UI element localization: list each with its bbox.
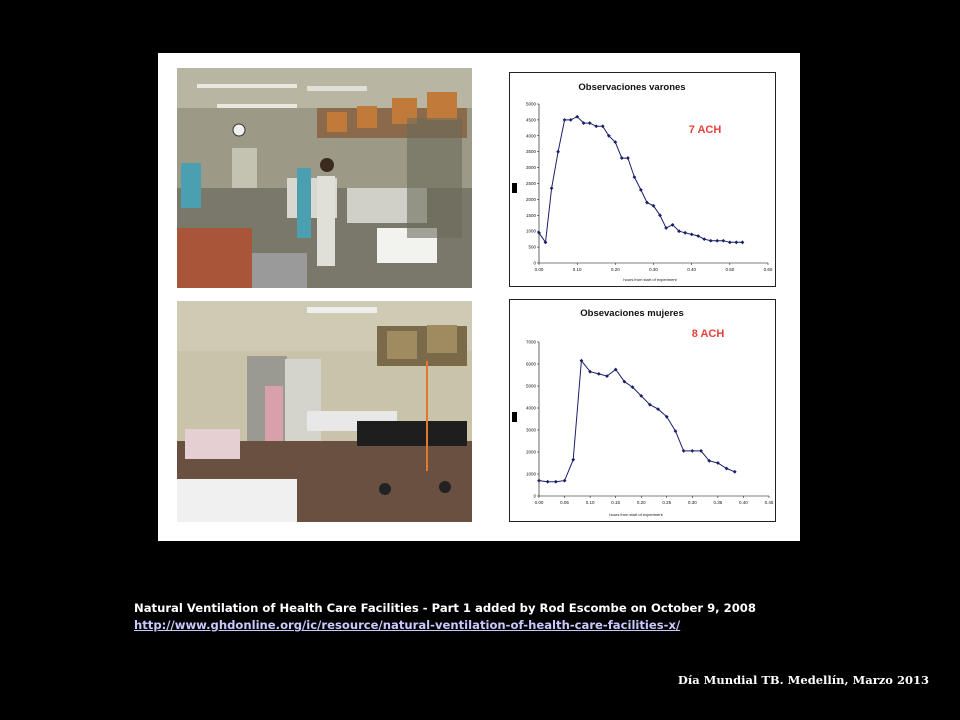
data-point bbox=[554, 480, 558, 484]
y-tick-label: 7000 bbox=[525, 339, 536, 345]
y-tick-label: 2000 bbox=[525, 196, 536, 202]
data-point bbox=[633, 175, 637, 179]
y-tick-label: 0 bbox=[533, 260, 536, 266]
data-point bbox=[721, 239, 725, 243]
x-tick-label: 0.40 bbox=[687, 267, 697, 272]
y-tick-label: 1000 bbox=[525, 228, 536, 234]
data-point bbox=[556, 150, 560, 154]
data-point bbox=[626, 156, 630, 160]
data-point bbox=[664, 226, 668, 230]
y-tick-label: 0 bbox=[533, 493, 536, 499]
x-tick-label: 0.30 bbox=[687, 500, 697, 505]
y-tick-label: 1000 bbox=[525, 471, 536, 477]
x-tick-label: 0.40 bbox=[739, 500, 748, 505]
data-point bbox=[537, 479, 541, 483]
data-point bbox=[563, 479, 567, 483]
y-tick-label: 3000 bbox=[525, 165, 536, 171]
data-point bbox=[728, 240, 732, 244]
y-tick-label: 4500 bbox=[525, 117, 536, 123]
x-tick-label: 0.10 bbox=[572, 267, 582, 272]
x-tick-label: 0.50 bbox=[725, 267, 735, 272]
data-point bbox=[594, 124, 598, 128]
hospital-ward-photo-2 bbox=[177, 301, 472, 522]
chart-women-svg bbox=[510, 300, 775, 521]
data-point bbox=[563, 118, 567, 122]
ach-annotation: 7 ACH bbox=[688, 124, 722, 136]
data-point bbox=[715, 239, 719, 243]
resource-link[interactable]: http://www.ghdonline.org/ic/resource/natural-ventilation-of-health-care-facilities-x/ bbox=[134, 618, 681, 632]
data-point bbox=[645, 201, 649, 205]
axis-marker bbox=[512, 412, 517, 422]
x-tick-label: 0.00 bbox=[534, 500, 544, 505]
x-tick-label: 0.20 bbox=[610, 267, 620, 272]
data-point bbox=[682, 449, 686, 453]
data-point bbox=[702, 237, 706, 241]
y-tick-label: 5000 bbox=[525, 101, 536, 107]
y-tick-label: 1500 bbox=[525, 212, 536, 218]
chart-women bbox=[509, 299, 776, 522]
chart-title: Obsevaciones mujeres bbox=[580, 308, 684, 319]
y-tick-label: 2500 bbox=[525, 181, 536, 186]
y-tick-label: 4000 bbox=[525, 405, 536, 411]
x-tick-label: 0.60 bbox=[763, 267, 773, 272]
slide-panel bbox=[158, 53, 800, 541]
data-point bbox=[571, 458, 575, 462]
caption bbox=[134, 600, 894, 634]
hospital-ward-photo-1 bbox=[177, 68, 472, 288]
y-tick-label: 3500 bbox=[525, 149, 536, 155]
x-tick-label: 0.45 bbox=[764, 500, 774, 505]
data-point bbox=[569, 118, 573, 122]
x-tick-label: 0.30 bbox=[649, 267, 658, 272]
x-axis-label: hours from start of experiment bbox=[609, 512, 663, 517]
data-point bbox=[734, 240, 738, 244]
x-tick-label: 0.35 bbox=[713, 500, 723, 505]
data-point bbox=[741, 240, 745, 244]
data-point bbox=[588, 121, 592, 125]
x-tick-label: 0.15 bbox=[611, 500, 621, 505]
ach-annotation: 8 ACH bbox=[691, 328, 725, 340]
chart-men bbox=[509, 72, 776, 287]
chart-men-svg bbox=[510, 73, 775, 286]
data-point bbox=[683, 231, 687, 235]
data-point bbox=[709, 239, 713, 243]
data-point bbox=[690, 449, 694, 453]
x-axis-label: hours from start of experiment bbox=[623, 277, 677, 282]
series-line bbox=[539, 361, 735, 482]
x-tick-label: 0.20 bbox=[636, 500, 646, 505]
y-tick-label: 2000 bbox=[525, 449, 536, 455]
y-tick-label: 500 bbox=[528, 244, 536, 250]
caption-text: Natural Ventilation of Health Care Facilities - Part 1 added by Rod Escombe on October 9, 2008 bbox=[134, 601, 756, 615]
data-point bbox=[696, 234, 700, 238]
data-point bbox=[620, 156, 624, 160]
y-tick-label: 4000 bbox=[525, 133, 536, 139]
footer-text: Día Mundial TB. Medellín, Marzo 2013 bbox=[677, 673, 929, 687]
x-tick-label: 0.25 bbox=[662, 500, 672, 505]
data-point bbox=[733, 470, 737, 474]
data-point bbox=[690, 232, 694, 236]
data-point bbox=[597, 372, 601, 376]
chart-title: Observaciones varones bbox=[578, 82, 686, 93]
y-tick-label: 6000 bbox=[525, 361, 536, 367]
data-point bbox=[546, 480, 550, 484]
x-tick-label: 0.00 bbox=[534, 267, 544, 272]
data-point bbox=[550, 186, 554, 190]
axis-marker bbox=[512, 183, 517, 193]
x-tick-label: 0.10 bbox=[585, 500, 595, 505]
y-tick-label: 3000 bbox=[525, 427, 536, 433]
y-tick-label: 5000 bbox=[525, 383, 536, 389]
data-point bbox=[639, 188, 643, 192]
x-tick-label: 0.05 bbox=[560, 500, 569, 505]
